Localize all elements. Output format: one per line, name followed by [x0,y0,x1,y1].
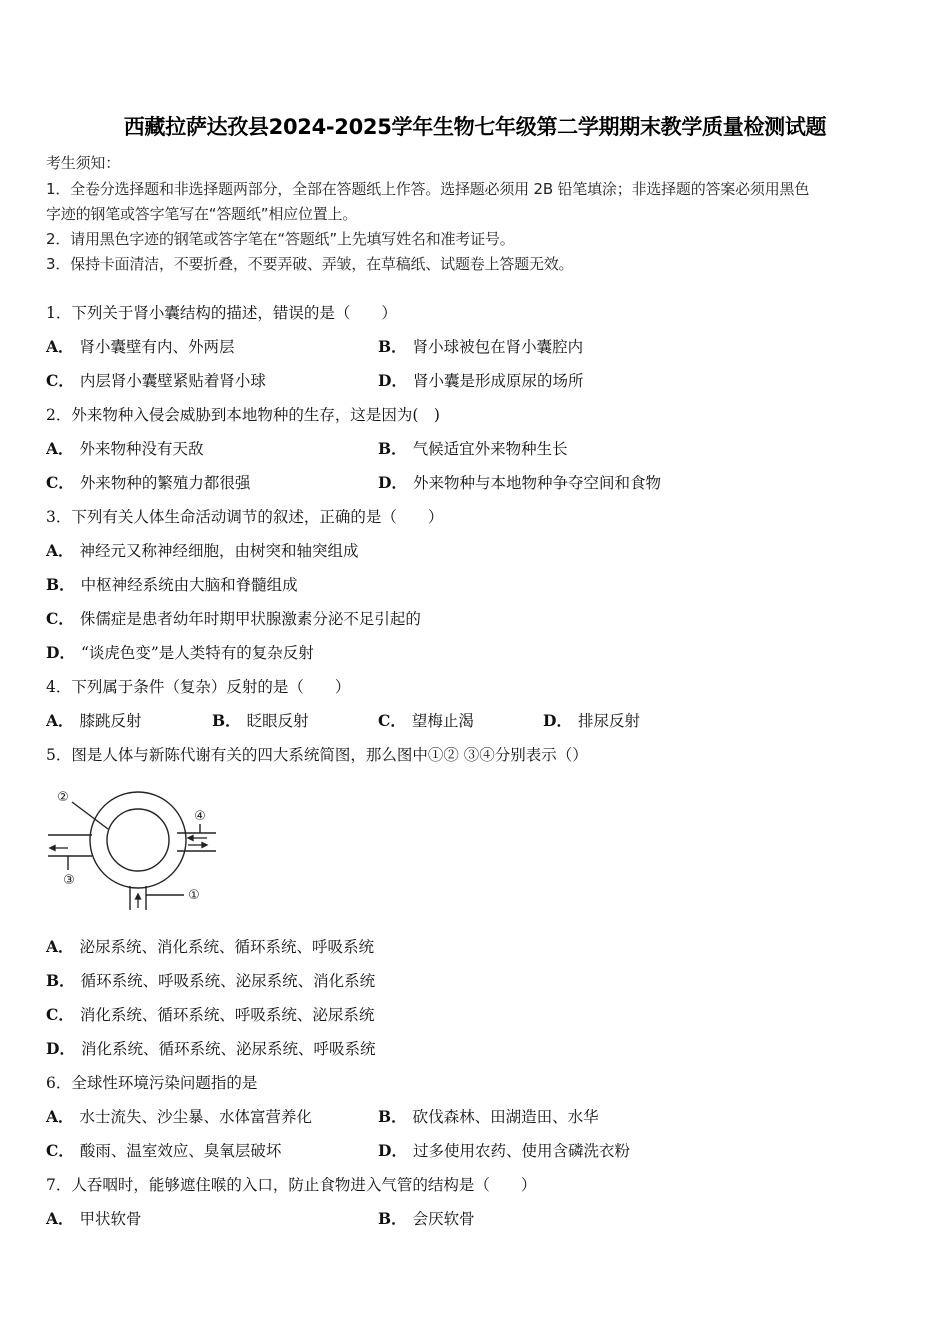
option-label: A． [46,541,74,560]
notice-heading: 考生须知： [46,154,121,172]
option-text: 酸雨、温室效应、臭氧层破坏 [79,1142,282,1160]
question-6-option-b[interactable] [378,1105,599,1127]
option-text: 外来物种的繁殖力都很强 [79,474,251,492]
question-3-option-c[interactable] [46,607,421,629]
notice-item-1: 1．全卷分选择题和非选择题两部分，全部在答题纸上作答。选择题必须用 2B 铅笔填涂；非选择题的答案必须用黑色 [46,180,810,198]
option-text: 会厌软骨 [412,1210,475,1228]
option-text: 望梅止渴 [411,712,474,730]
option-label: A． [46,337,74,356]
question-5-option-d[interactable] [46,1037,375,1059]
option-label: B． [378,439,407,458]
question-1-option-a[interactable] [46,335,235,357]
circulation-diagram-icon [40,780,230,915]
option-label: A． [46,1209,74,1228]
question-7-option-b[interactable] [378,1207,475,1229]
metabolism-systems-diagram [40,780,230,915]
question-5-option-a[interactable] [46,935,374,957]
option-label: B． [46,575,75,594]
label-4: ④ [194,809,206,824]
option-label: A． [46,1107,74,1126]
question-1-option-d[interactable] [378,369,583,391]
label-1: ① [188,888,200,903]
option-text: 肾小囊是形成原尿的场所 [412,372,584,390]
option-label: D． [378,1141,407,1160]
option-label: C． [46,371,74,390]
option-text: 肾小球被包在肾小囊腔内 [412,338,584,356]
option-label: D． [46,643,75,662]
option-label: A． [46,711,74,730]
option-label: D． [46,1039,75,1058]
question-2-option-c[interactable] [46,471,250,493]
question-5-option-c[interactable] [46,1003,374,1025]
option-label: D． [378,473,407,492]
option-label: A． [46,439,74,458]
option-text: 消化系统、循环系统、呼吸系统、泌尿系统 [79,1006,375,1024]
question-3-stem: 3．下列有关人体生命活动调节的叙述，正确的是（ ） [46,508,444,526]
option-label: B． [378,1209,407,1228]
question-2-option-a[interactable] [46,437,204,459]
notice-item-1-cont: 字迹的钢笔或答字笔写在“答题纸”相应位置上。 [46,205,358,223]
option-text: “谈虎色变”是人类特有的复杂反射 [80,644,314,662]
option-label: B． [46,971,75,990]
label-3: ③ [63,873,75,888]
question-6-option-a[interactable] [46,1105,312,1127]
option-label: C． [46,609,74,628]
option-text: 水士流失、沙尘暴、水体富营养化 [79,1108,313,1126]
option-text: 外来物种没有天敌 [79,440,204,458]
option-text: 砍伐森林、田湖造田、水华 [412,1108,599,1126]
option-text: 中枢神经系统由大脑和脊髓组成 [80,576,298,594]
question-6-option-c[interactable] [46,1139,281,1161]
option-text: 眨眼反射 [246,712,309,730]
option-label: C． [46,1005,74,1024]
question-2-stem: 2．外来物种入侵会威胁到本地物种的生存，这是因为( ) [46,406,440,424]
question-6-option-d[interactable] [378,1139,630,1161]
question-4-option-a[interactable] [46,709,142,731]
option-text: 膝跳反射 [79,712,142,730]
option-text: 泌尿系统、消化系统、循环系统、呼吸系统 [79,938,375,956]
option-label: B． [378,1107,407,1126]
option-text: 内层肾小囊壁紧贴着肾小球 [79,372,266,390]
question-2-option-b[interactable] [378,437,568,459]
question-5-stem: 5．图是人体与新陈代谢有关的四大系统简图，那么图中①② ③④分别表示（） [46,746,588,764]
option-text: 侏儒症是患者幼年时期甲状腺激素分泌不足引起的 [79,610,421,628]
question-2-option-d[interactable] [378,471,661,493]
option-label: C． [46,1141,74,1160]
option-label: B． [378,337,407,356]
option-label: B． [212,711,241,730]
question-4-option-d[interactable] [543,709,640,731]
option-label: C． [378,711,406,730]
notice-item-2: 2．请用黑色字迹的钢笔或答字笔在“答题纸”上先填写姓名和准考证号。 [46,230,515,248]
question-3-option-b[interactable] [46,573,298,595]
option-text: 消化系统、循环系统、泌尿系统、呼吸系统 [80,1040,376,1058]
question-4-option-c[interactable] [378,709,474,731]
option-text: 过多使用农药、使用含磷洗衣粉 [412,1142,630,1160]
question-7-option-a[interactable] [46,1207,142,1229]
option-label: D． [543,711,572,730]
exam-title: 西藏拉萨达孜县2024-2025学年生物七年级第二学期期末教学质量检测试题 [123,115,827,139]
question-6-stem: 6．全球性环境污染问题指的是 [46,1074,258,1092]
question-5-option-b[interactable] [46,969,375,991]
question-4-option-b[interactable] [212,709,309,731]
option-text: 外来物种与本地物种争夺空间和食物 [412,474,661,492]
question-1-option-b[interactable] [378,335,583,357]
option-text: 循环系统、呼吸系统、泌尿系统、消化系统 [80,972,376,990]
question-1-stem: 1．下列关于肾小囊结构的描述，错误的是（ ） [46,304,397,322]
option-text: 排尿反射 [577,712,640,730]
option-label: A． [46,937,74,956]
option-label: C． [46,473,74,492]
option-text: 神经元又称神经细胞，由树突和轴突组成 [79,542,359,560]
option-text: 气候适宜外来物种生长 [412,440,568,458]
option-text: 甲状软骨 [79,1210,142,1228]
option-text: 肾小囊壁有内、外两层 [79,338,235,356]
option-label: D． [378,371,407,390]
notice-item-3: 3．保持卡面清洁，不要折叠，不要弄破、弄皱，在草稿纸、试题卷上答题无效。 [46,255,574,273]
question-1-option-c[interactable] [46,369,266,391]
question-4-stem: 4．下列属于条件（复杂）反射的是（ ） [46,678,351,696]
question-3-option-a[interactable] [46,539,359,561]
question-7-stem: 7．人吞咽时，能够遮住喉的入口，防止食物进入气管的结构是（ ） [46,1176,537,1194]
label-2: ② [57,790,69,805]
question-3-option-d[interactable] [46,641,314,663]
